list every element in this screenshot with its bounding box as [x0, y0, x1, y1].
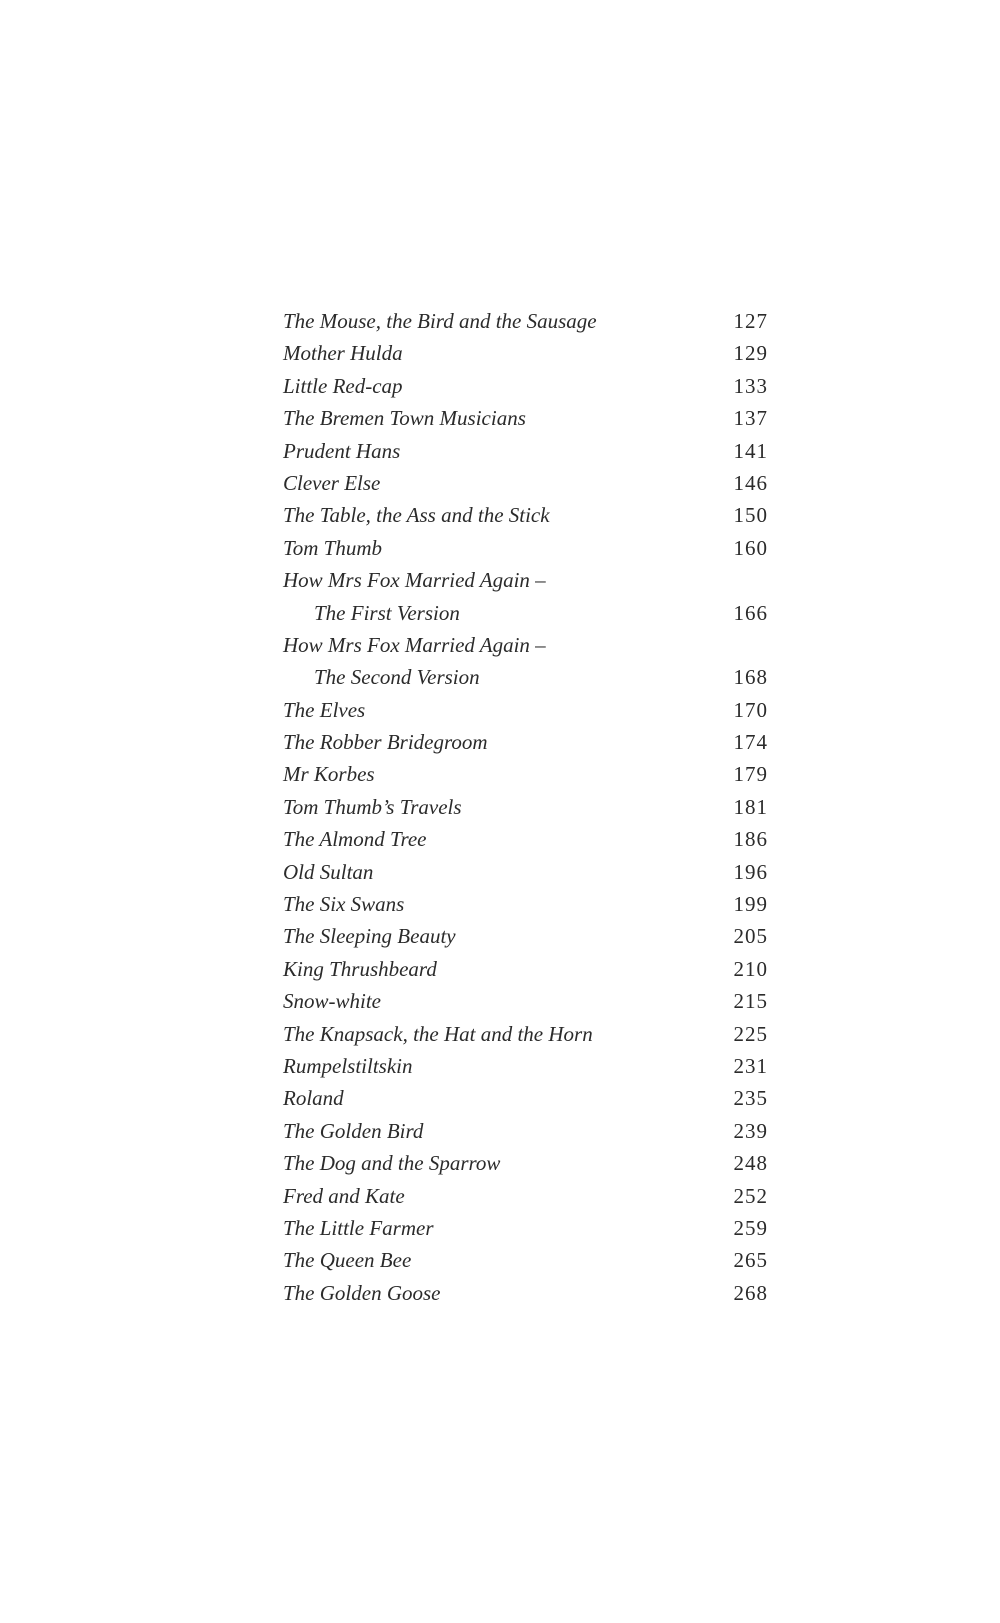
toc-entry — [283, 597, 768, 629]
toc-entry-page-number: 265 — [733, 1248, 768, 1273]
toc-entry — [283, 564, 768, 596]
toc-entry-page-number: 205 — [733, 924, 768, 949]
toc-entry-page-number: 186 — [733, 827, 768, 852]
toc-entry-title: The First Version — [314, 600, 460, 625]
toc-entry — [283, 1180, 768, 1212]
toc-entry — [283, 629, 768, 661]
toc-entry-title: Prudent Hans — [283, 438, 401, 463]
toc-entry-page-number: 133 — [733, 373, 768, 398]
toc-entry-title: Rumpelstiltskin — [283, 1053, 413, 1078]
toc-entry-title: The Second Version — [314, 665, 480, 690]
toc-entry-page-number: 146 — [733, 470, 768, 495]
toc-entry-page-number: 129 — [733, 341, 768, 366]
toc-entry-title: The Table, the Ass and the Stick — [283, 503, 550, 528]
toc-entry — [283, 1082, 768, 1114]
toc-entry-page-number: 170 — [733, 697, 768, 722]
toc-entry-title: The Mouse, the Bird and the Sausage — [283, 309, 597, 333]
toc-entry-page-number: 215 — [733, 989, 768, 1014]
toc-entry-page-number: 231 — [733, 1053, 768, 1078]
toc-entry-page-number: 166 — [733, 600, 768, 625]
toc-entry — [283, 856, 768, 888]
toc-entry-title: Tom Thumb’s Travels — [283, 794, 462, 819]
toc-entry-title: The Almond Tree — [283, 827, 427, 852]
toc-entry — [283, 532, 768, 564]
toc-entry-page-number: 160 — [733, 535, 768, 560]
toc-entry — [283, 1277, 768, 1309]
toc-entry-page-number: 150 — [733, 503, 768, 528]
toc-entry — [283, 1050, 768, 1082]
toc-entry — [283, 953, 768, 985]
toc-entry — [283, 985, 768, 1017]
toc-entry — [283, 726, 768, 758]
toc-entry-title: The Golden Goose — [283, 1280, 441, 1305]
toc-entry-page-number: 174 — [733, 730, 768, 755]
toc-entry-title: Tom Thumb — [283, 535, 383, 560]
table-of-contents — [283, 305, 768, 1309]
toc-entry-title: How Mrs Fox Married Again – — [283, 632, 546, 657]
toc-entry-page-number: 248 — [733, 1151, 768, 1176]
toc-entry-title: Clever Else — [283, 470, 381, 495]
toc-entry — [283, 920, 768, 952]
toc-entry-title: Fred and Kate — [283, 1183, 405, 1208]
toc-entry-page-number: 179 — [733, 762, 768, 787]
toc-entry-title: The Golden Bird — [283, 1118, 424, 1143]
toc-entry-title: The Sleeping Beauty — [283, 924, 456, 949]
toc-entry-page-number: 268 — [733, 1280, 768, 1305]
toc-entry — [283, 1018, 768, 1050]
toc-entry-title: The Bremen Town Musicians — [283, 406, 526, 431]
toc-entry — [283, 1115, 768, 1147]
toc-entry — [283, 337, 768, 369]
toc-entry-page-number: 235 — [733, 1086, 768, 1111]
toc-entry-title: Snow-white — [283, 989, 381, 1014]
toc-entry-page-number: 168 — [733, 665, 768, 690]
toc-entry — [283, 661, 768, 693]
toc-entry-title: The Knapsack, the Hat and the Horn — [283, 1021, 593, 1046]
toc-entry — [283, 758, 768, 790]
toc-entry — [283, 370, 768, 402]
toc-entry-title: Mr Korbes — [283, 762, 375, 787]
toc-entry — [283, 1212, 768, 1244]
toc-entry-page-number: 196 — [733, 859, 768, 884]
toc-entry-page-number: 252 — [733, 1183, 768, 1208]
toc-entry-title: Mother Hulda — [283, 341, 403, 366]
toc-entry-title: How Mrs Fox Married Again – — [283, 568, 546, 593]
toc-entry-page-number: 137 — [733, 406, 768, 431]
toc-entry — [283, 467, 768, 499]
toc-entry-page-number: 225 — [733, 1021, 768, 1046]
toc-entry-title: The Dog and the Sparrow — [283, 1151, 501, 1176]
toc-entry — [283, 823, 768, 855]
toc-entry-page-number: 127 — [733, 309, 768, 333]
toc-entry-title: The Little Farmer — [283, 1215, 434, 1240]
toc-entry — [283, 791, 768, 823]
toc-entry-page-number: 181 — [733, 794, 768, 819]
toc-entry-title: The Robber Bridegroom — [283, 730, 488, 755]
toc-entry — [283, 1244, 768, 1276]
toc-entry-title: The Queen Bee — [283, 1248, 412, 1273]
toc-entry-title: The Six Swans — [283, 892, 405, 917]
toc-entry — [283, 694, 768, 726]
toc-entry-title: Old Sultan — [283, 859, 374, 884]
toc-entry — [283, 1147, 768, 1179]
toc-entry-title: Roland — [283, 1086, 344, 1111]
toc-entry — [283, 402, 768, 434]
toc-entry-page-number: 239 — [733, 1118, 768, 1143]
toc-entry-page-number: 141 — [733, 438, 768, 463]
toc-entry-page-number: 210 — [733, 956, 768, 981]
toc-entry-title: King Thrushbeard — [283, 956, 437, 981]
toc-entry-title: The Elves — [283, 697, 366, 722]
toc-entry-page-number: 259 — [733, 1215, 768, 1240]
toc-entry — [283, 305, 768, 337]
toc-entry — [283, 888, 768, 920]
toc-entry-page-number: 199 — [733, 892, 768, 917]
toc-entry — [283, 435, 768, 467]
toc-entry — [283, 499, 768, 531]
toc-entry-title: Little Red-cap — [283, 373, 403, 398]
